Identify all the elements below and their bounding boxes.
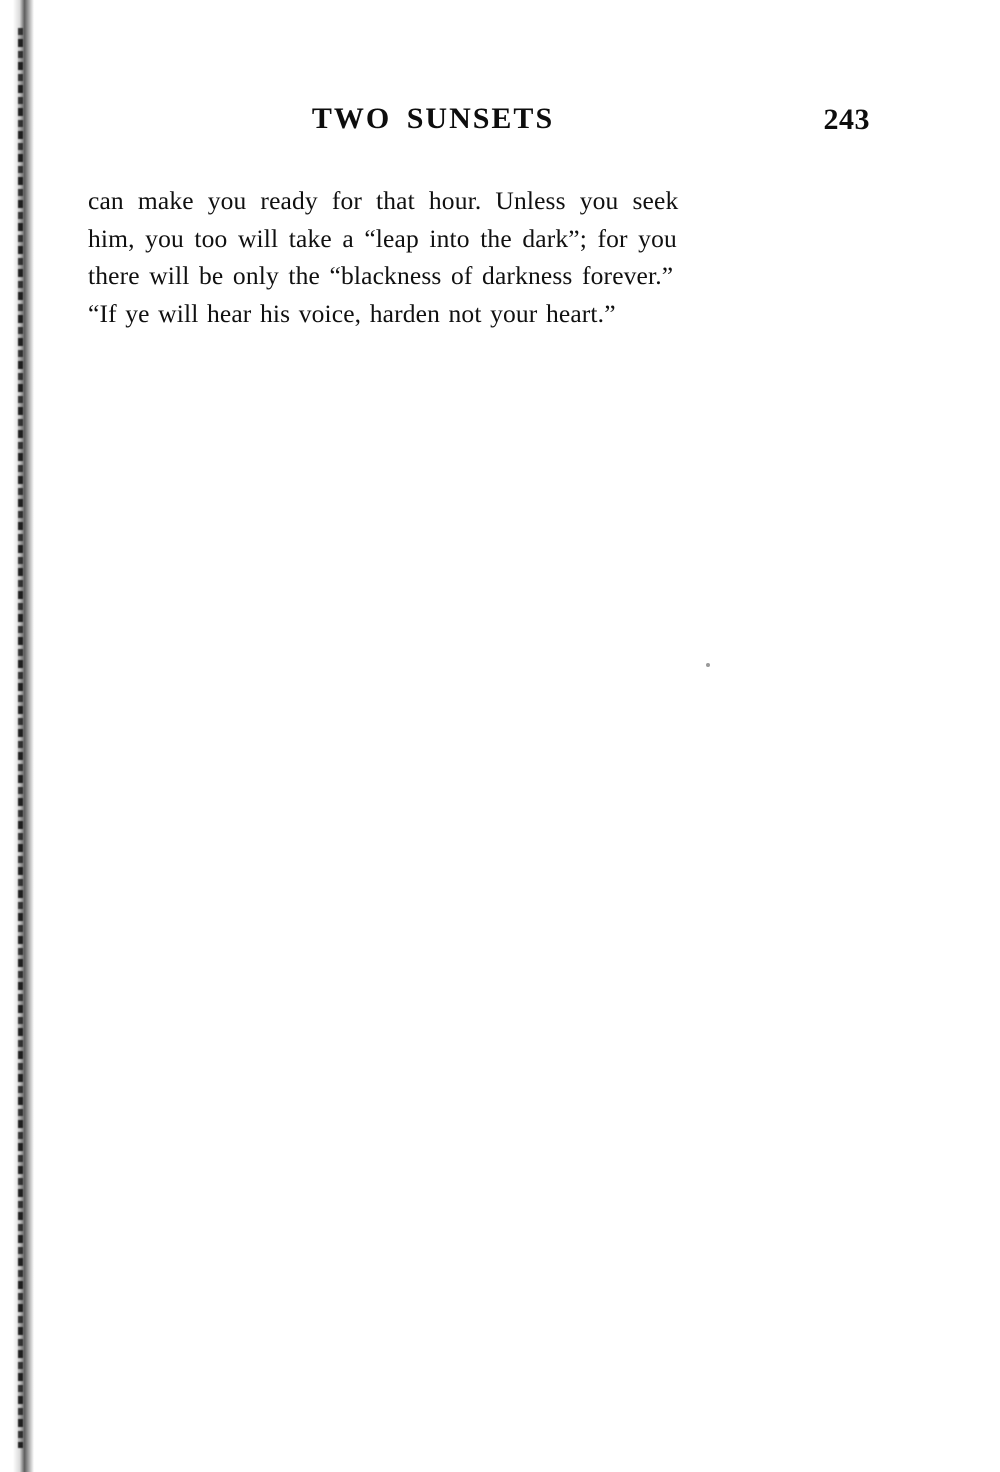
page-gutter-shadow <box>0 0 34 1472</box>
scan-speck <box>706 663 710 667</box>
running-title: TWO SUNSETS <box>311 102 555 135</box>
page-header <box>88 102 870 150</box>
page-number: 243 <box>823 103 870 136</box>
text-line: there will be only the “blackness of darkness forever.” <box>88 261 674 290</box>
body-paragraph <box>88 182 866 332</box>
text-line: can make you ready for that hour. Unless you seek <box>88 186 679 215</box>
text-line: him, you too will take a “leap into the dark”; for you <box>88 223 677 253</box>
text-line: “If ye will hear his voice, harden not your heart.” <box>88 298 616 328</box>
